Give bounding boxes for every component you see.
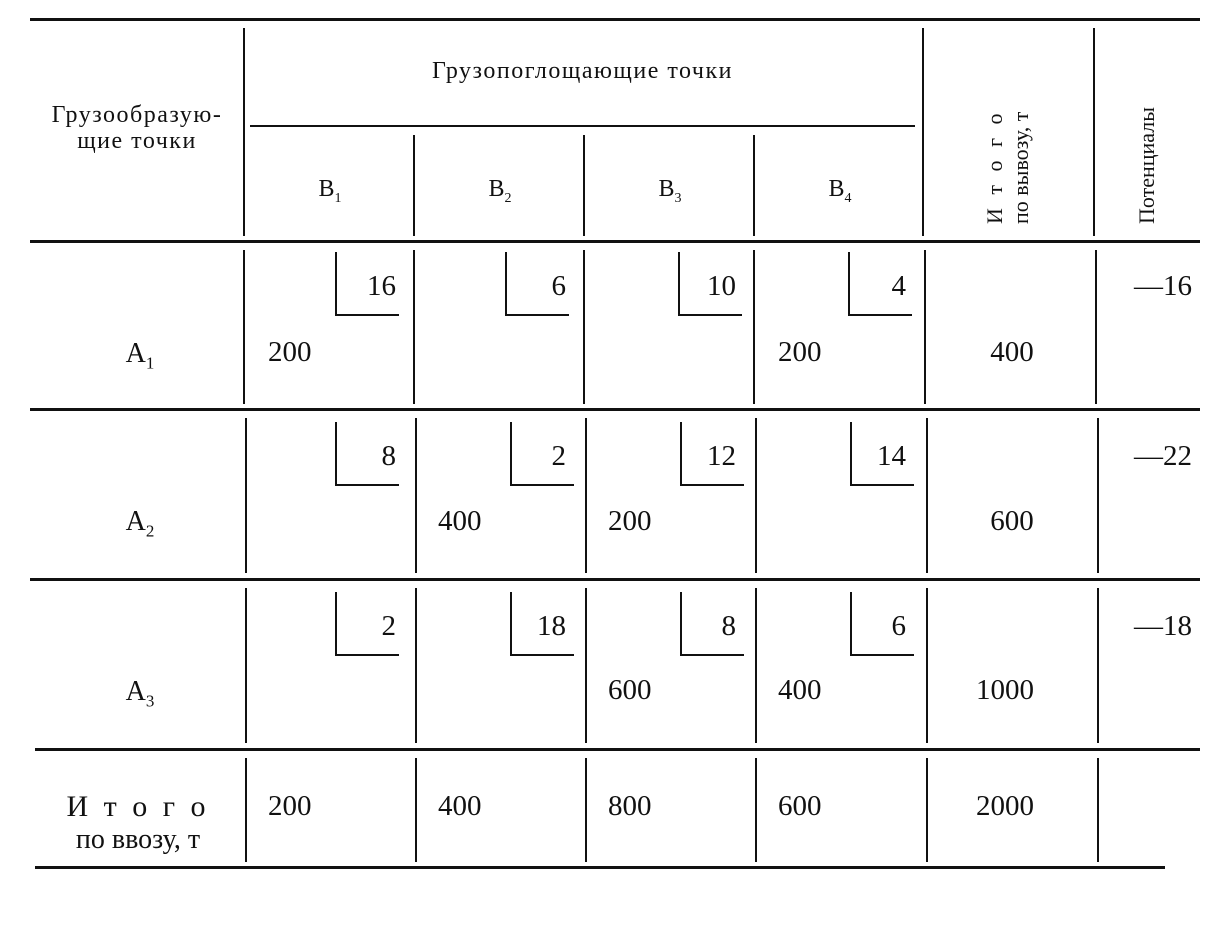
vrule: [415, 418, 417, 573]
total-a3: 1000: [976, 674, 1034, 706]
vrule: [926, 418, 928, 573]
qty-a2-b3: 200: [608, 505, 652, 537]
potential-a1: —16: [1134, 270, 1192, 302]
footer-label-line2: по ввозу, т: [75, 824, 201, 855]
cost-a2-b3: 12: [707, 440, 736, 472]
footer-label: [28, 790, 248, 856]
dest-group-header: Грузопоглощающие точки: [432, 58, 733, 84]
cost-a3-b2: 18: [537, 610, 566, 642]
vrule-b3-b4-head: [753, 135, 755, 236]
footer-b4: 600: [778, 790, 822, 822]
row-sub: 3: [145, 691, 155, 711]
dest-header-b2: [450, 176, 550, 207]
cost-a2-b2: 2: [551, 440, 566, 472]
vrule: [413, 250, 415, 404]
row-label-a3: [100, 676, 180, 712]
row-label-a1: [100, 338, 180, 374]
vrule: [583, 250, 585, 404]
row-letter: A: [125, 506, 146, 537]
cost-a3-b3: 8: [721, 610, 736, 642]
dest-letter: B: [828, 176, 845, 202]
qty-a1-b4: 200: [778, 336, 822, 368]
row-letter: A: [125, 676, 146, 707]
vrule: [753, 250, 755, 404]
dest-sub: 3: [674, 190, 682, 206]
footer-b2: 400: [438, 790, 482, 822]
dest-sub: 1: [334, 190, 342, 206]
cost-a3-b1: 2: [381, 610, 396, 642]
origin-header-line2: щие точки: [77, 128, 197, 154]
potential-a3: —18: [1134, 610, 1192, 642]
vrule-b1-b2-head: [413, 135, 415, 236]
vrule: [585, 588, 587, 743]
vrule-origin: [243, 28, 245, 236]
rule-bottom: [35, 866, 1165, 869]
dest-header-b3: [620, 176, 720, 207]
cost-a1-b1: 16: [367, 270, 396, 302]
total-out-header: [982, 109, 1034, 224]
vrule-b2-b3-head: [583, 135, 585, 236]
dest-header-b1: [280, 176, 380, 207]
rule-row3-bottom: [35, 748, 1200, 751]
cost-a1-b4: 4: [891, 270, 906, 302]
rule-header-bottom: [30, 240, 1200, 243]
origin-header-line1: Грузообразую-: [51, 102, 223, 128]
vrule: [926, 588, 928, 743]
vrule-potentials: [1093, 28, 1095, 236]
vrule: [585, 418, 587, 573]
footer-b3: 800: [608, 790, 652, 822]
vrule: [1097, 758, 1099, 862]
potential-a2: —22: [1134, 440, 1192, 472]
vrule-total: [922, 28, 924, 236]
potentials-header: Потенциалы: [1134, 106, 1159, 224]
vrule: [755, 758, 757, 862]
vrule: [755, 418, 757, 573]
cost-a2-b4: 14: [877, 440, 906, 472]
qty-a1-b1: 200: [268, 336, 312, 368]
vrule: [415, 758, 417, 862]
rule-top: [30, 18, 1200, 21]
vrule: [755, 588, 757, 743]
qty-a3-b4: 400: [778, 674, 822, 706]
row-letter: A: [125, 338, 146, 369]
cost-a3-b4: 6: [891, 610, 906, 642]
dest-sub: 4: [844, 190, 852, 206]
origin-header: [32, 102, 242, 154]
vrule: [924, 250, 926, 404]
footer-b1: 200: [268, 790, 312, 822]
cost-a1-b3: 10: [707, 270, 736, 302]
grand-total: 2000: [976, 790, 1034, 822]
rule-row1-bottom: [30, 408, 1200, 411]
total-out-line1: И т о г о: [982, 109, 1007, 224]
vrule: [926, 758, 928, 862]
vrule: [245, 588, 247, 743]
qty-a3-b3: 600: [608, 674, 652, 706]
vrule: [585, 758, 587, 862]
qty-a2-b2: 400: [438, 505, 482, 537]
total-a1: 400: [990, 336, 1034, 368]
cost-a1-b2: 6: [551, 270, 566, 302]
rule-row2-bottom: [30, 578, 1200, 581]
row-sub: 2: [145, 521, 155, 541]
row-label-a2: [100, 506, 180, 542]
vrule: [245, 418, 247, 573]
dest-letter: B: [658, 176, 675, 202]
row-sub: 1: [145, 353, 155, 373]
total-out-line2: по вывозу, т: [1008, 111, 1033, 224]
vrule: [415, 588, 417, 743]
dest-letter: B: [488, 176, 505, 202]
dest-letter: B: [318, 176, 335, 202]
rule-dest-group: [250, 125, 915, 127]
total-a2: 600: [990, 505, 1034, 537]
dest-header-b4: [790, 176, 890, 207]
vrule: [243, 250, 245, 404]
footer-label-line1: И т о г о: [66, 790, 210, 823]
dest-sub: 2: [504, 190, 512, 206]
cost-a2-b1: 8: [381, 440, 396, 472]
